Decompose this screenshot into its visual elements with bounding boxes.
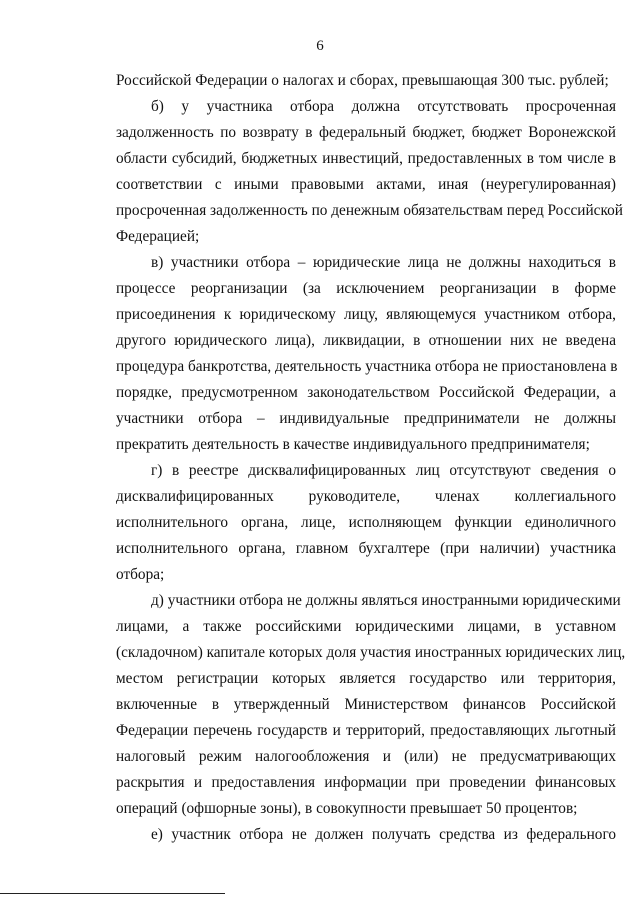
page-number: 6: [316, 38, 324, 54]
text-line-17: дисквалифицированных руководителе, членах коллегиального: [116, 488, 616, 505]
text-line-5: соответствии с иными правовыми актами, иная (неурегулированная): [116, 176, 616, 193]
text-line-11: другого юридического лица), ликвидации, в отношении них не введена: [116, 332, 616, 349]
text-line-4: области субсидий, бюджетных инвестиций, предоставленных в том числе в: [116, 150, 616, 167]
text-line-6: просроченная задолженность по денежным обязательствам перед Российской: [116, 202, 623, 219]
text-line-18: исполнительного органа, лице, исполняющем функции единоличного: [116, 514, 616, 531]
text-line-15: прекратить деятельность в качестве индивидуального предпринимателя;: [116, 436, 590, 453]
footnote-divider: [0, 893, 225, 894]
text-line-9: процессе реорганизации (за исключением реорганизации в форме: [116, 280, 616, 297]
text-line-14: участники отбора – индивидуальные предприниматели не должны: [116, 410, 616, 427]
text-line-20: отбора;: [116, 566, 165, 583]
text-line-23: (складочном) капитале которых доля участия иностранных юридических лиц,: [116, 644, 626, 661]
text-line-2: б) у участника отбора должна отсутствовать просроченная: [151, 98, 616, 115]
text-line-16: г) в реестре дисквалифицированных лиц отсутствуют сведения о: [151, 462, 616, 479]
text-line-25: включенные в утвержденный Министерством финансов Российской: [116, 696, 616, 713]
text-line-13: порядке, предусмотренном законодательством Российской Федерации, а: [116, 384, 616, 401]
text-line-22: лицами, а также российскими юридическими лицами, в уставном: [116, 618, 616, 635]
text-line-3: задолженность по возврату в федеральный бюджет, бюджет Воронежской: [116, 124, 616, 141]
text-line-21: д) участники отбора не должны являться иностранными юридическими: [151, 592, 621, 609]
text-line-10: присоединения к юридическому лицу, являющемуся участником отбора,: [116, 306, 616, 323]
text-line-19: исполнительного органа, главном бухгалтере (при наличии) участника: [116, 540, 616, 557]
text-line-27: налоговый режим налогообложения и (или) не предусматривающих: [116, 748, 616, 765]
text-line-7: Федерацией;: [116, 228, 200, 245]
text-line-12: процедура банкротства, деятельность участника отбора не приостановлена в: [116, 358, 618, 375]
text-line-1: Российской Федерации о налогах и сборах, превышающая 300 тыс. рублей;: [116, 72, 609, 89]
text-line-28: раскрытия и предоставления информации при проведении финансовых: [116, 774, 616, 791]
text-line-29: операций (офшорные зоны), в совокупности превышает 50 процентов;: [116, 800, 578, 817]
text-line-30: е) участник отбора не должен получать средства из федерального: [151, 826, 616, 843]
text-line-24: местом регистрации которых является государство или территория,: [116, 670, 616, 687]
text-line-8: в) участники отбора – юридические лица не должны находиться в: [151, 254, 616, 271]
text-line-26: Федерации перечень государств и территорий, предоставляющих льготный: [116, 722, 616, 739]
